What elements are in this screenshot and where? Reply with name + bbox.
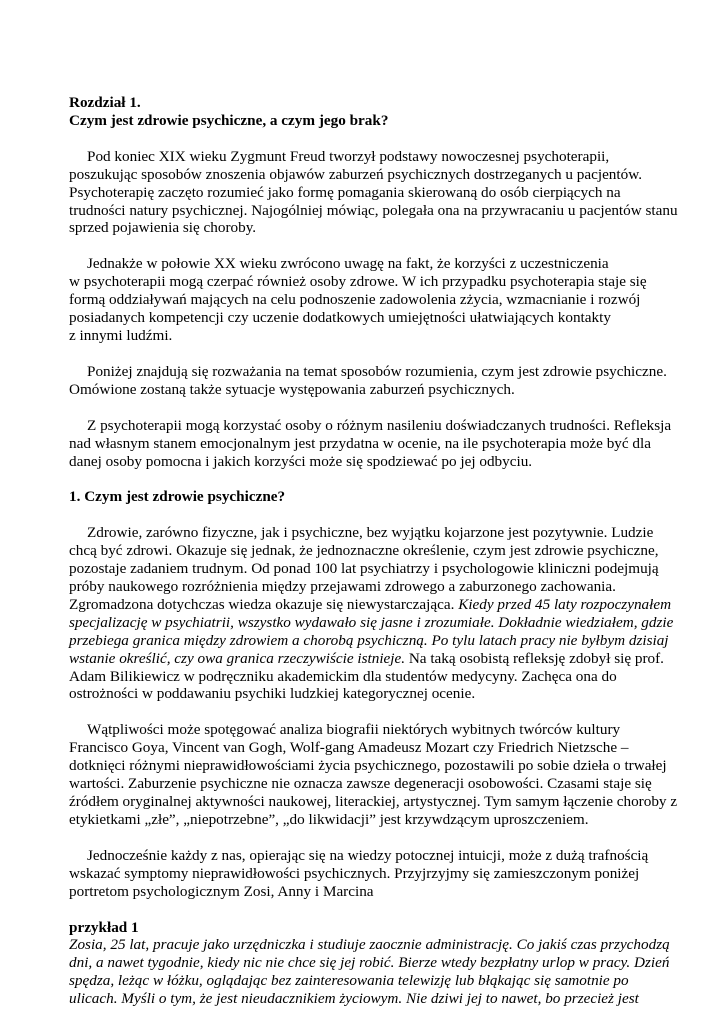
text-line: Poniżej znajdują się rozważania na temat sposobów rozumienia, czym jest zdrowie psychiczne.: [87, 362, 667, 380]
intro-paragraph-1: [69, 147, 678, 238]
text-line: źródłem oryginalnej aktywności naukowej, literackiej, artystycznej. Tym samym łączenie choroby z: [69, 793, 678, 810]
text-line: Wątpliwości może spotęgować analiza biografii niektórych wybitnych twórców kultury: [87, 721, 621, 739]
intro-paragraph-4: [69, 416, 672, 471]
text-line: dotknięci różnymi nieprawidłowościami życia psychicznego, pozostawili po sobie dzieła o trwałej: [69, 757, 667, 775]
text-line: chcą być zdrowi. Okazuje się jednak, że jednoznaczne określenie, czym jest zdrowie psychiczne,: [69, 542, 659, 560]
text-line: sprzed pojawienia się choroby.: [69, 219, 257, 237]
chapter-title: Czym jest zdrowie psychiczne, a czym jego brak?: [69, 111, 389, 129]
document-page: [69, 94, 678, 1008]
intro-paragraph-2: [69, 255, 659, 345]
text-segment: Zgromadzona dotychczas wiedza okazuje się niewystarczająca.: [69, 595, 459, 613]
text-line: Zdrowie, zarówno fizyczne, jak i psychiczne, bez wyjątku kojarzone jest pozytywnie. Ludzie: [87, 524, 654, 542]
chapter-heading: [69, 94, 659, 130]
text-line: portretom psychologicznym Zosi, Anny i Marcina: [69, 882, 374, 900]
example-line: dni, a nawet tygodnie, kiedy nic nie chce się jej robić. Bierze wtedy bezpłatny urlop w pracy. Dzień: [69, 954, 670, 972]
text-line: Omówione zostaną także sytuacje występowania zaburzeń psychicznych.: [69, 380, 515, 398]
section-paragraph-2: [69, 721, 678, 828]
section-paragraph-3: [69, 847, 659, 901]
text-line: nad własnym stanem emocjonalnym jest przydatna w ocenie, na ile psychoterapia może być dla: [69, 434, 651, 452]
quote-segment: wstanie określić, czy owa granica rzeczywiście istnieje.: [69, 649, 406, 667]
text-line: Jednakże w połowie XX wieku zwrócono uwagę na fakt, że korzyści z uczestniczenia: [87, 255, 609, 273]
text-segment: Na taką osobistą refleksję zdobył się prof.: [405, 649, 664, 667]
example-line: spędza, leżąc w łóżku, oglądając bez zainteresowania telewizję lub błąkając się samotnie po: [69, 972, 629, 990]
text-line: danej osoby pomocna i jakich korzyści może się spodziewać po jej odbyciu.: [69, 452, 533, 470]
text-line: Jednocześnie każdy z nas, opierając się na wiedzy potocznej intuicji, może z dużą trafnością: [87, 846, 649, 864]
text-line: w psychoterapii mogą czerpać również osoby zdrowe. W ich przypadku psychoterapia staje się: [69, 273, 647, 291]
example-line: ulicach. Myśli o tym, że jest nieudacznikiem życiowym. Nie dziwi jej to nawet, bo przecież jest: [69, 990, 639, 1008]
example-text: [69, 936, 670, 1008]
text-line: Z psychoterapii mogą korzystać osoby o różnym nasileniu doświadczanych trudności. Refleksja: [87, 416, 672, 434]
text-line: posiadanych kompetencji czy uczenie dodatkowych umiejętności ułatwiających kontakty: [69, 309, 611, 327]
text-line: etykietkami „złe”, „niepotrzebne”, „do likwidacji” jest krzywdzącym uproszczeniem.: [69, 810, 589, 828]
text-line: próby naukowego rozróżnienia między przejawami zdrowego a zaburzonego zachowania.: [69, 578, 616, 596]
text-line: poszukując sposobów znoszenia objawów zaburzeń psychicznych dostrzeganych u pacjentów.: [69, 165, 642, 183]
text-line: Pod koniec XIX wieku Zygmunt Freud tworzył podstawy nowoczesnej psychoterapii,: [87, 147, 610, 165]
text-line: Francisco Goya, Vincent van Gogh, Wolf-gang Amadeusz Mozart czy Friedrich Nietzsche –: [69, 739, 629, 757]
text-line: ostrożności w poddawaniu psychiki ludzkiej kategorycznej ocenie.: [69, 685, 476, 703]
example-title: przykład 1: [69, 918, 139, 936]
text-line: trudności natury psychicznej. Najogólniej mówiąc, polegała ona na przywracaniu u pacjentów stanu: [69, 201, 678, 219]
text-line: z innymi ludźmi.: [69, 326, 173, 344]
intro-paragraph-3: [69, 362, 667, 399]
chapter-label: Rozdział 1.: [69, 94, 141, 111]
text-line: Psychoterapię zaczęto rozumieć jako formę pomagania skierowaną do osób cierpiących na: [69, 183, 621, 201]
text-line-mixed: [51, 595, 672, 614]
section-heading: 1. Czym jest zdrowie psychiczne?: [69, 488, 286, 506]
example-block: [69, 918, 670, 1009]
quote-segment: Kiedy przed 45 laty rozpoczynałem: [458, 595, 672, 613]
quote-segment: specjalizację w psychiatrii, wszystko wydawało się jasne i zrozumiałe. Dokładnie wiedziałem, gdzie: [69, 613, 674, 631]
text-line: wartości. Zaburzenie psychiczne nie oznacza zawsze degeneracji osobowości. Czasami staje się: [69, 775, 652, 793]
text-line-mixed: [51, 649, 664, 668]
quote-line: [51, 631, 669, 650]
text-line: Adam Bilikiewicz w podręczniku akademickim dla studentów medycyny. Zachęca ona do: [69, 667, 617, 685]
quote-segment: przebiega granica między zdrowiem a chorobą psychiczną. Po tylu latach pracy nie byłbym dzisiaj: [69, 631, 669, 649]
quote-line: [51, 613, 674, 632]
example-line: Zosia, 25 lat, pracuje jako urzędniczka i studiuje zaocznie administrację. Co jakiś czas przychodzą: [69, 936, 670, 954]
section-paragraph-1: [69, 524, 674, 703]
text-line: wskazać symptomy nieprawidłowości psychicznych. Przyjrzyjmy się zamieszczonym poniżej: [69, 864, 640, 882]
text-line: formą oddziaływań mających na celu podnoszenie zadowolenia zżycia, wzmacnianie i rozwój: [69, 291, 641, 309]
text-line: pozostaje zadaniem trudnym. Od ponad 100 lat psychiatrzy i psychologowie kliniczni podejmują: [69, 560, 659, 578]
